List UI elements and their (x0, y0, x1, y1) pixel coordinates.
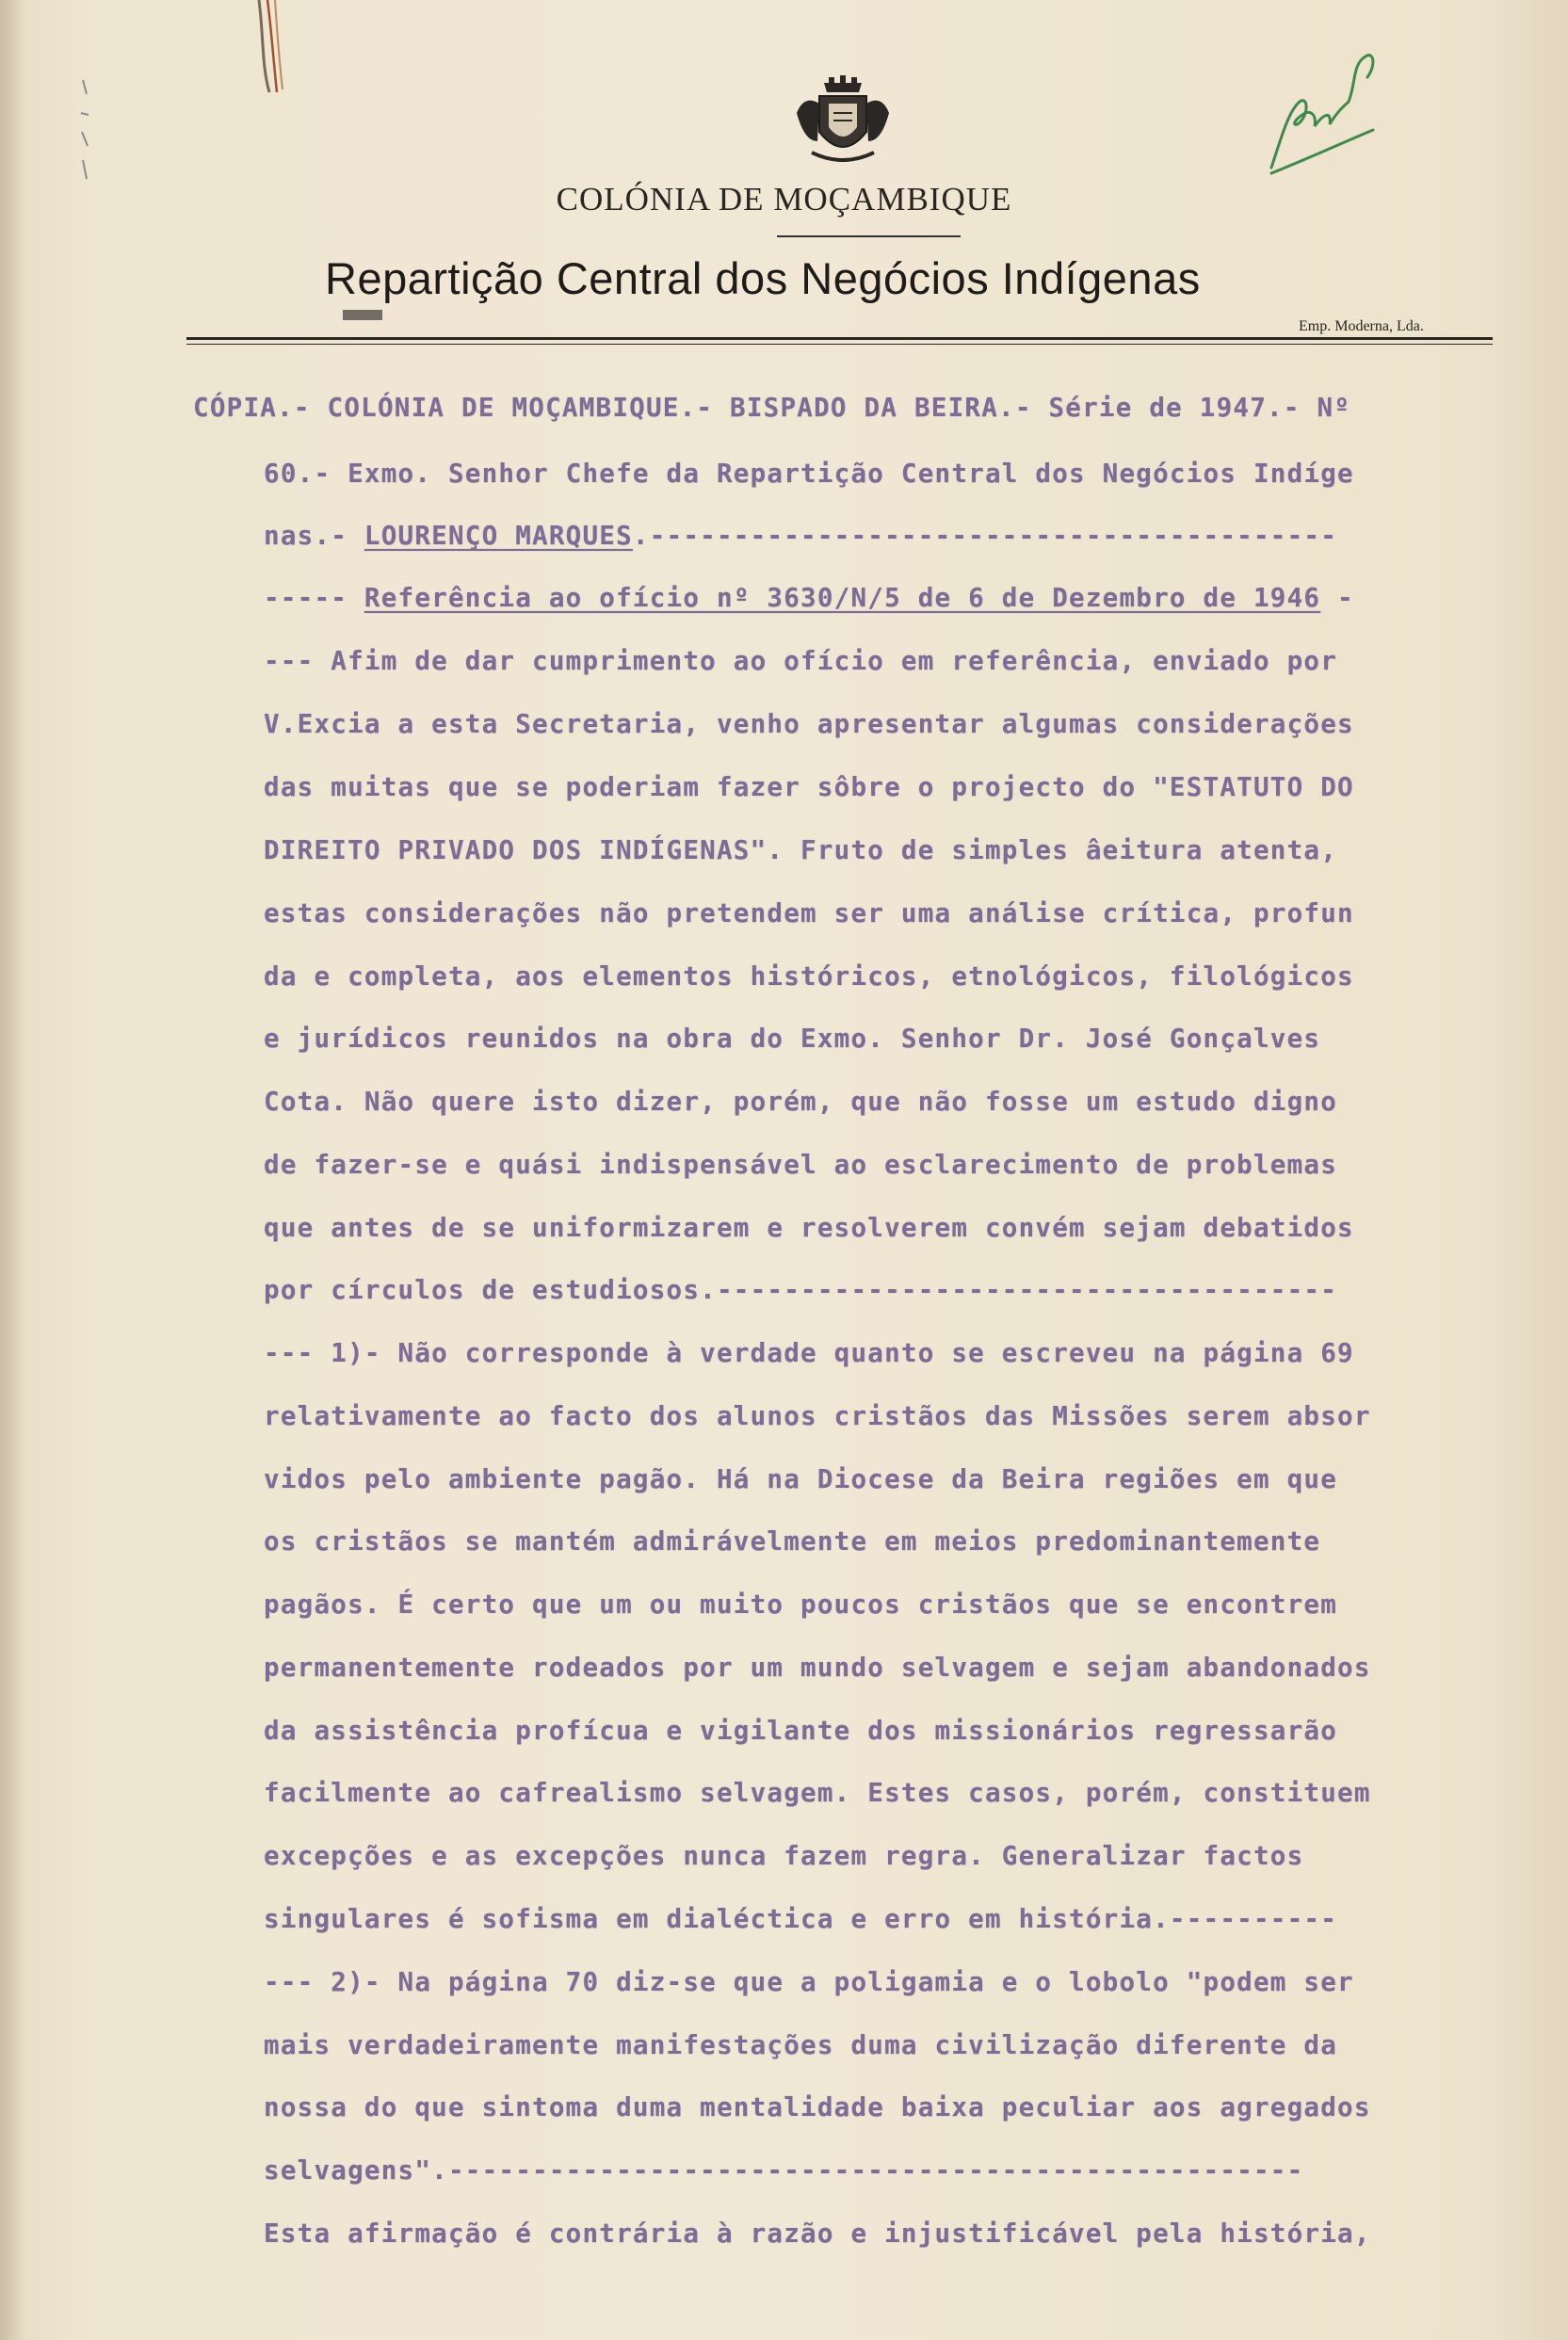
printed-mark (343, 310, 382, 320)
body-line: Cota. Não quere isto dizer, porém, que não fosse um estudo digno (264, 1086, 1338, 1117)
body-line: nossa do que sintoma duma mentalidade baixa peculiar aos agregados (264, 2091, 1371, 2122)
body-line: Esta afirmação é contrária à razão e injustificável pela história, (264, 2218, 1371, 2249)
body-line: por círculos de estudiosos.------------------------------------- (264, 1274, 1338, 1305)
signature-icon (1262, 45, 1384, 186)
body-line: DIREITO PRIVADO DOS INDÍGENAS". Fruto de simples âeitura atenta, (264, 834, 1338, 865)
header-divider (777, 235, 961, 237)
body-line: nas.- LOURENÇO MARQUES.----------------------------------------- (264, 520, 1338, 551)
body-line: os cristãos se mantém admirávelmente em meios predominantemente (264, 1525, 1321, 1557)
coat-of-arms-icon (791, 75, 895, 169)
body-line: relativamente ao facto dos alunos cristãos das Missões serem absor (264, 1400, 1371, 1431)
binding-string-icon (254, 0, 292, 94)
body-line: --- 1)- Não corresponde à verdade quanto se escreveu na página 69 (264, 1337, 1354, 1368)
page-edge-shadow (0, 0, 26, 2340)
body-line: --- 2)- Na página 70 diz-se que a poligamia e o lobolo "podem ser (264, 1966, 1354, 1997)
body-line: selvagens".--------------------------------------------------- (264, 2154, 1304, 2186)
colony-name: COLÓNIA DE MOÇAMBIQUE (556, 181, 1012, 218)
reference-line: Referência ao ofício nº 3630/N/5 de 6 de Dezembro de 1946 (364, 582, 1321, 613)
body-line: facilmente ao cafrealismo selvagem. Estes casos, porém, constituem (264, 1777, 1371, 1808)
body-line: que antes de se uniformizarem e resolverem convém sejam debatidos (264, 1212, 1354, 1243)
body-line: --- Afim de dar cumprimento ao ofício em referência, enviado por (264, 645, 1338, 676)
body-line: da e completa, aos elementos históricos, etnológicos, filológicos (264, 960, 1354, 992)
header-rule (186, 337, 1493, 340)
body-line: ----- Referência ao ofício nº 3630/N/5 de 6 de Dezembro de 1946 - (264, 582, 1354, 613)
header-rule-thin (186, 344, 1493, 345)
body-line: excepções e as excepções nunca fazem regra. Generalizar factos (264, 1840, 1304, 1871)
body-line: e jurídicos reunidos na obra do Exmo. Senhor Dr. José Gonçalves (264, 1023, 1321, 1054)
printer-credit: Emp. Moderna, Lda. (1299, 318, 1424, 334)
destination-city: LOURENÇO MARQUES (364, 520, 633, 551)
pencil-note-icon (73, 75, 96, 188)
body-line: de fazer-se e quási indispensável ao esclarecimento de problemas (264, 1149, 1338, 1180)
body-line: vidos pelo ambiente pagão. Há na Diocese da Beira regiões em que (264, 1463, 1338, 1494)
body-line: CÓPIA.- COLÓNIA DE MOÇAMBIQUE.- BISPADO DA BEIRA.- Série de 1947.- Nº (193, 392, 1351, 423)
office-name: Repartição Central dos Negócios Indígenas (325, 253, 1201, 303)
body-line: pagãos. É certo que um ou muito poucos cristãos que se encontrem (264, 1589, 1338, 1620)
body-line: permanentemente rodeados por um mundo selvagem e sejam abandonados (264, 1652, 1371, 1683)
body-line: da assistência profícua e vigilante dos missionários regressarão (264, 1715, 1338, 1746)
body-line: mais verdadeiramente manifestações duma civilização diferente da (264, 2029, 1338, 2060)
body-line: das muitas que se poderiam fazer sôbre o projecto do "ESTATUTO DO (264, 771, 1354, 802)
body-line: 60.- Exmo. Senhor Chefe da Repartição Central dos Negócios Indíge (264, 458, 1354, 489)
body-line: estas considerações não pretendem ser uma análise crítica, profun (264, 897, 1354, 928)
body-line: V.Excia a esta Secretaria, venho apresentar algumas considerações (264, 708, 1354, 739)
body-line: singulares é sofisma em dialéctica e erro em história.---------- (264, 1903, 1338, 1934)
